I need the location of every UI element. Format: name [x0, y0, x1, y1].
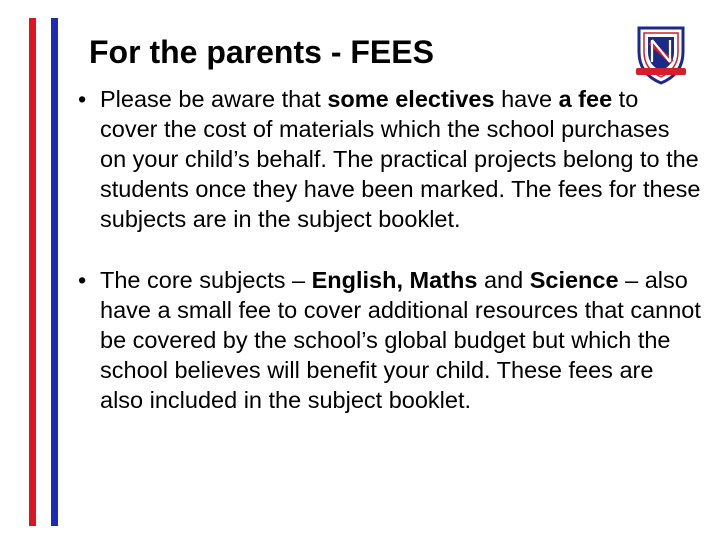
red-side-stripe — [29, 18, 36, 526]
body-text: to cover the cost of materials which the school purchases on your child’s behalf. The practical projects belong to the students once they have been marked. The fees for these subjects are in the subject booklet. — [100, 86, 701, 232]
body-text: – also have a small fee to cover additional resources that cannot be covered by the school’s global budget but which the school believes will benefit your child. These fees are also included in the subject booklet. — [100, 267, 701, 413]
bullet-dot-icon: • — [78, 267, 87, 293]
bullet-list — [72, 84, 702, 415]
bullet-item — [72, 265, 702, 415]
body-text: have — [494, 86, 559, 112]
bullet-item — [72, 84, 702, 234]
body-text: Please be aware that — [100, 86, 328, 112]
bullet-dot-icon: • — [78, 86, 87, 112]
bold-text: Science — [529, 267, 619, 293]
bold-text: English, Maths — [311, 267, 478, 293]
school-crest-logo-icon — [633, 22, 689, 86]
bold-text: some electives — [327, 86, 495, 112]
slide-title: For the parents - FEES — [89, 34, 434, 70]
body-text: The core subjects – — [100, 267, 312, 293]
bold-text: a fee — [558, 86, 613, 112]
body-text: and — [477, 267, 530, 293]
blue-side-stripe — [51, 18, 58, 526]
